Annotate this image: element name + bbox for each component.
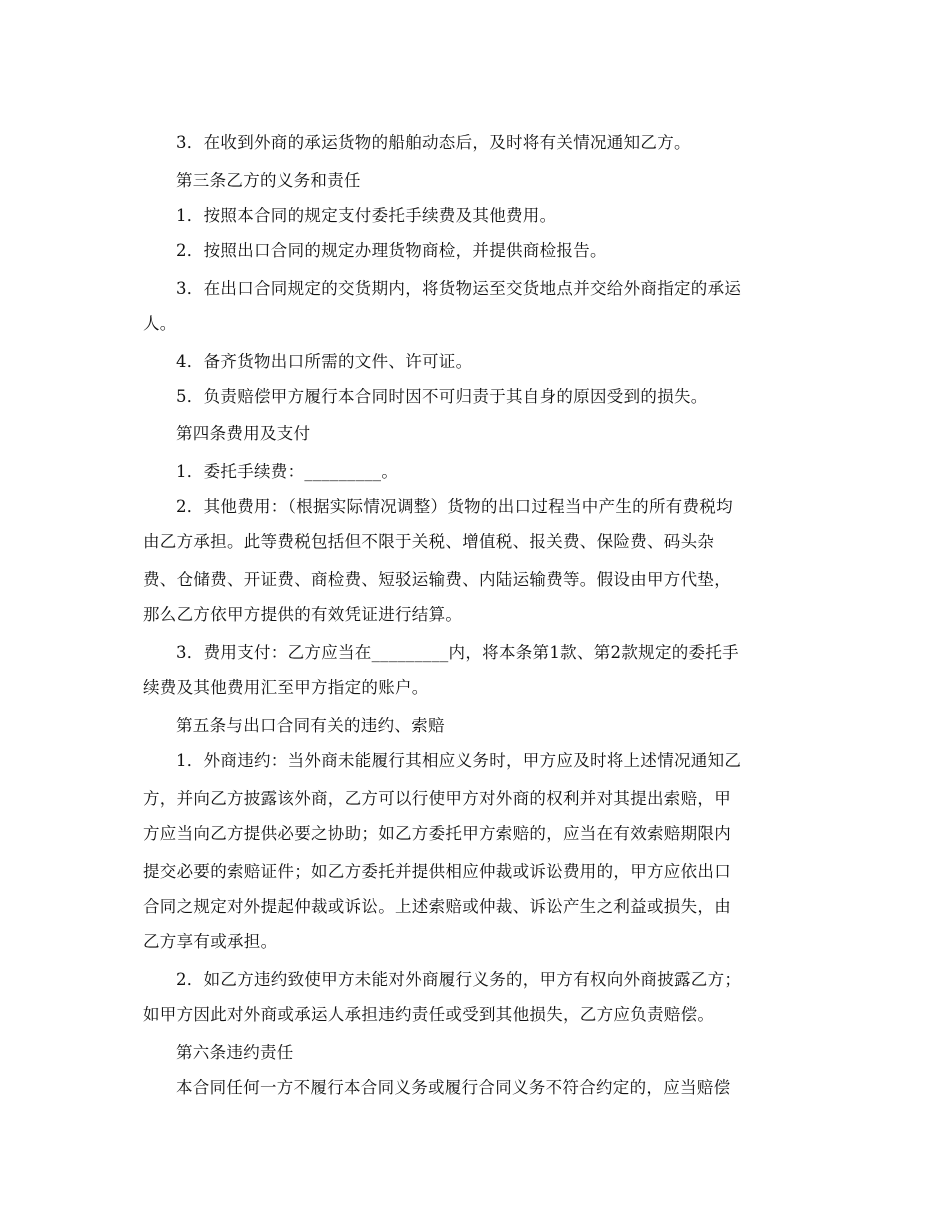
text-line: 费、仓储费、开证费、商检费、短驳运输费、内陆运输费等。假设由甲方代垫， [143, 570, 731, 589]
text-line: 乙方享有或承担。 [143, 932, 278, 951]
text-line: 方应当向乙方提供必要之协助；如乙方委托甲方索赔的，应当在有效索赔期限内 [143, 824, 731, 843]
text-line: 提交必要的索赔证件；如乙方委托并提供相应仲裁或诉讼费用的，甲方应依出口 [143, 862, 731, 881]
text-line: 本合同任何一方不履行本合同义务或履行合同义务不符合约定的，应当赔偿 [176, 1078, 731, 1097]
text-line: 由乙方承担。此等费税包括但不限于关税、增值税、报关费、保险费、码头杂 [143, 532, 715, 551]
section-heading: 第四条费用及支付 [176, 424, 311, 443]
text-line: 续费及其他费用汇至甲方指定的账户。 [143, 678, 429, 697]
text-line: 1．外商违约：当外商未能履行其相应义务时，甲方应及时将上述情况通知乙 [176, 751, 742, 770]
text-line: 5．负责赔偿甲方履行本合同时因不可归责于其自身的原因受到的损失。 [176, 387, 708, 406]
section-heading: 第五条与出口合同有关的违约、索赔 [176, 716, 445, 735]
text-line: 合同之规定对外提起仲裁或诉讼。上述索赔或仲裁、诉讼产生之利益或损失，由 [143, 897, 731, 916]
text-line: 3．在出口合同规定的交货期内，将货物运至交货地点并交给外商指定的承运 [176, 279, 742, 298]
text-line: 3．费用支付：乙方应当在_________内，将本条第1款、第2款规定的委托手 [176, 643, 739, 662]
text-line: 1．按照本合同的规定支付委托手续费及其他费用。 [176, 206, 557, 225]
text-line: 3．在收到外商的承运货物的船舶动态后，及时将有关情况通知乙方。 [176, 133, 691, 152]
text-line: 2．如乙方违约致使甲方未能对外商履行义务的，甲方有权向外商披露乙方； [176, 970, 742, 989]
text-line: 人。 [143, 314, 177, 333]
text-line: 4．备齐货物出口所需的文件、许可证。 [176, 352, 473, 371]
text-line: 如甲方因此对外商或承运人承担违约责任或受到其他损失，乙方应负责赔偿。 [143, 1005, 715, 1024]
text-line: 1．委托手续费：_________。 [176, 462, 399, 481]
section-heading: 第三条乙方的义务和责任 [176, 171, 361, 190]
section-heading: 第六条违约责任 [176, 1043, 294, 1062]
text-line: 2．按照出口合同的规定办理货物商检，并提供商检报告。 [176, 241, 607, 260]
text-line: 方，并向乙方披露该外商，乙方可以行使甲方对外商的权利并对其提出索赔，甲 [143, 789, 731, 808]
text-line: 2．其他费用：（根据实际情况调整）货物的出口过程当中产生的所有费税均 [176, 497, 733, 516]
text-line: 那么乙方依甲方提供的有效凭证进行结算。 [143, 605, 463, 624]
